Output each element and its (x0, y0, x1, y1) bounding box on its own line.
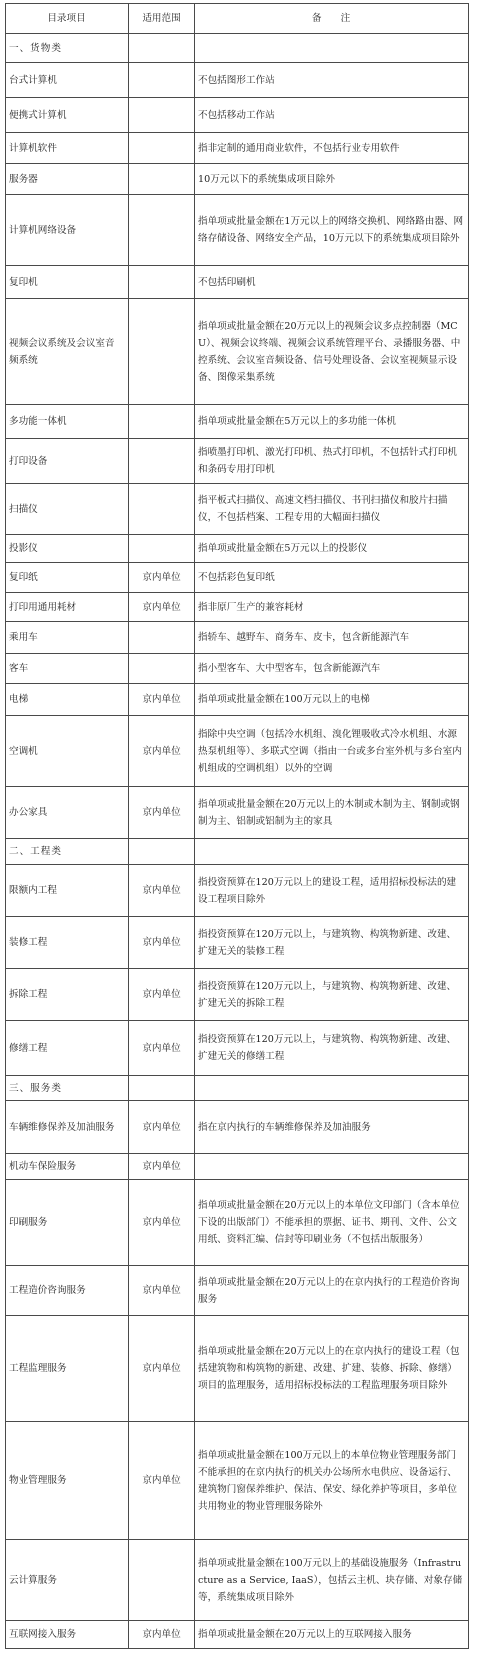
header-scope-column: 适用范围 (129, 4, 195, 34)
row-item-cell: 印刷服务 (6, 1180, 129, 1266)
row-note-cell: 指喷墨打印机、激光打印机、热式打印机，不包括针式打印机和条码专用打印机 (195, 439, 469, 484)
row-note-cell (195, 34, 469, 63)
row-item-cell: 多功能一体机 (6, 405, 129, 439)
row-item-cell: 打印用通用耗材 (6, 593, 129, 622)
table-row (6, 593, 469, 622)
table-row (6, 865, 469, 917)
row-item-cell: 三、服务类 (6, 1076, 129, 1101)
row-item-cell: 投影仪 (6, 535, 129, 563)
row-scope-cell: 京内单位 (129, 593, 195, 622)
row-item-cell: 电梯 (6, 684, 129, 716)
row-item-cell: 修缮工程 (6, 1021, 129, 1076)
header-item-column: 目录项目 (6, 4, 129, 34)
row-item-cell: 限额内工程 (6, 865, 129, 917)
row-item-cell: 扫描仪 (6, 484, 129, 535)
row-note-cell (195, 1076, 469, 1101)
row-note-cell: 指单项或批量金额在100万元以上的本单位物业管理服务部门不能承担的在京内执行的机关办公场所水电供应、设备运行、建筑物门窗保养维护、保洁、保安、绿化养护等项目，多单位共用物业的物业管理服务除外 (195, 1422, 469, 1540)
row-note-cell: 指单项或批量金额在100万元以上的电梯 (195, 684, 469, 716)
table-row (6, 98, 469, 133)
row-item-cell: 车辆维修保养及加油服务 (6, 1101, 129, 1154)
row-scope-cell: 京内单位 (129, 787, 195, 839)
row-note-cell: 指小型客车、大中型客车，包含新能源汽车 (195, 654, 469, 684)
row-scope-cell: 京内单位 (129, 969, 195, 1021)
row-item-cell: 客车 (6, 654, 129, 684)
row-note-cell: 指单项或批量金额在20万元以上的本单位文印部门（含本单位下设的出版部门）不能承担的票据、证书、期刊、文件、公文用纸、资料汇编、信封等印刷业务（不包括出版服务） (195, 1180, 469, 1266)
section-header-row (6, 839, 469, 865)
section-header-row (6, 34, 469, 63)
table-row (6, 1266, 469, 1316)
row-item-cell: 云计算服务 (6, 1540, 129, 1621)
row-item-cell: 装修工程 (6, 917, 129, 969)
row-scope-cell (129, 622, 195, 654)
table-row (6, 684, 469, 716)
row-scope-cell (129, 484, 195, 535)
row-note-cell: 不包括移动工作站 (195, 98, 469, 133)
row-scope-cell: 京内单位 (129, 917, 195, 969)
table-row (6, 405, 469, 439)
row-note-cell: 指单项或批量金额在5万元以上的投影仪 (195, 535, 469, 563)
row-scope-cell (129, 195, 195, 266)
row-note-cell: 指投资预算在120万元以上，与建筑物、构筑物新建、改建、扩建无关的修缮工程 (195, 1021, 469, 1076)
row-scope-cell: 京内单位 (129, 1266, 195, 1316)
table-row (6, 1422, 469, 1540)
row-scope-cell (129, 1076, 195, 1101)
row-note-cell: 指非原厂生产的兼容耗材 (195, 593, 469, 622)
row-note-cell: 指投资预算在120万元以上，与建筑物、构筑物新建、改建、扩建无关的装修工程 (195, 917, 469, 969)
table-row (6, 622, 469, 654)
row-note-cell (195, 1154, 469, 1180)
row-item-cell: 打印设备 (6, 439, 129, 484)
procurement-catalog-table (5, 3, 464, 1649)
row-scope-cell (129, 63, 195, 98)
row-scope-cell (129, 535, 195, 563)
row-item-cell: 办公家具 (6, 787, 129, 839)
row-scope-cell: 京内单位 (129, 1154, 195, 1180)
row-scope-cell: 京内单位 (129, 1621, 195, 1649)
row-scope-cell: 京内单位 (129, 865, 195, 917)
table-row (6, 969, 469, 1021)
row-scope-cell (129, 164, 195, 195)
row-item-cell: 机动车保险服务 (6, 1154, 129, 1180)
row-note-cell: 指单项或批量金额在20万元以上的互联网接入服务 (195, 1621, 469, 1649)
row-item-cell: 空调机 (6, 716, 129, 787)
row-scope-cell: 京内单位 (129, 1021, 195, 1076)
row-scope-cell: 京内单位 (129, 684, 195, 716)
row-scope-cell (129, 299, 195, 405)
table-row (6, 1021, 469, 1076)
row-note-cell: 指投资预算在120万元以上的建设工程，适用招标投标法的建设工程项目除外 (195, 865, 469, 917)
row-scope-cell (129, 133, 195, 164)
row-item-cell: 复印纸 (6, 563, 129, 593)
row-item-cell: 二、工程类 (6, 839, 129, 865)
table-row (6, 299, 469, 405)
row-item-cell: 乘用车 (6, 622, 129, 654)
table-row (6, 654, 469, 684)
row-scope-cell: 京内单位 (129, 563, 195, 593)
table-row (6, 917, 469, 969)
row-note-cell: 不包括彩色复印纸 (195, 563, 469, 593)
table-row (6, 535, 469, 563)
row-note-cell (195, 839, 469, 865)
header-note-column: 备 注 (195, 4, 469, 34)
table-row (6, 1540, 469, 1621)
row-scope-cell (129, 34, 195, 63)
row-scope-cell: 京内单位 (129, 1180, 195, 1266)
row-scope-cell (129, 839, 195, 865)
table-row (6, 1316, 469, 1422)
table-row (6, 133, 469, 164)
row-note-cell: 指轿车、越野车、商务车、皮卡，包含新能源汽车 (195, 622, 469, 654)
row-item-cell: 计算机软件 (6, 133, 129, 164)
table-row (6, 63, 469, 98)
row-note-cell: 10万元以下的系统集成项目除外 (195, 164, 469, 195)
row-note-cell: 不包括图形工作站 (195, 63, 469, 98)
row-note-cell: 指单项或批量金额在20万元以上的视频会议多点控制器（MCU）、视频会议终端、视频会议系统管理平台、录播服务器、中控系统、会议室音频设备、信号处理设备、会议室视频显示设备、图像采集系统 (195, 299, 469, 405)
row-item-cell: 一、货物类 (6, 34, 129, 63)
row-note-cell: 指投资预算在120万元以上，与建筑物、构筑物新建、改建、扩建无关的拆除工程 (195, 969, 469, 1021)
row-note-cell: 不包括印刷机 (195, 266, 469, 299)
row-note-cell: 指单项或批量金额在20万元以上的在京内执行的建设工程（包括建筑物和构筑物的新建、改建、扩建、装修、拆除、修缮）项目的监理服务，适用招标投标法的工程监理服务项目除外 (195, 1316, 469, 1422)
row-scope-cell: 京内单位 (129, 1422, 195, 1540)
row-scope-cell: 京内单位 (129, 1101, 195, 1154)
row-scope-cell (129, 1540, 195, 1621)
table-row (6, 266, 469, 299)
row-item-cell: 物业管理服务 (6, 1422, 129, 1540)
row-item-cell: 计算机网络设备 (6, 195, 129, 266)
row-note-cell: 指单项或批量金额在5万元以上的多功能一体机 (195, 405, 469, 439)
row-note-cell: 指非定制的通用商业软件，不包括行业专用软件 (195, 133, 469, 164)
row-item-cell: 服务器 (6, 164, 129, 195)
row-note-cell: 指单项或批量金额在1万元以上的网络交换机、网络路由器、网络存储设备、网络安全产品，10万元以下的系统集成项目除外 (195, 195, 469, 266)
row-item-cell: 拆除工程 (6, 969, 129, 1021)
row-note-cell: 指单项或批量金额在20万元以上的在京内执行的工程造价咨询服务 (195, 1266, 469, 1316)
row-item-cell: 互联网接入服务 (6, 1621, 129, 1649)
row-scope-cell (129, 405, 195, 439)
catalog-table (5, 3, 469, 1649)
row-note-cell: 指除中央空调（包括冷水机组、溴化锂吸收式冷水机组、水源热泵机组等）、多联式空调（指由一台或多台室外机与多台室内机组成的空调机组）以外的空调 (195, 716, 469, 787)
table-header (6, 4, 469, 34)
row-note-cell: 指在京内执行的车辆维修保养及加油服务 (195, 1101, 469, 1154)
row-note-cell: 指单项或批量金额在100万元以上的基础设施服务（Infrastructure as a Service, IaaS），包括云主机、块存储、对象存储等，系统集成项目除外 (195, 1540, 469, 1621)
table-row (6, 1621, 469, 1649)
table-row (6, 439, 469, 484)
table-row (6, 164, 469, 195)
row-scope-cell: 京内单位 (129, 716, 195, 787)
row-scope-cell (129, 439, 195, 484)
table-row (6, 195, 469, 266)
table-row (6, 716, 469, 787)
row-scope-cell: 京内单位 (129, 1316, 195, 1422)
row-item-cell: 台式计算机 (6, 63, 129, 98)
table-row (6, 1180, 469, 1266)
section-header-row (6, 1076, 469, 1101)
table-row (6, 1154, 469, 1180)
table-row (6, 484, 469, 535)
row-note-cell: 指平板式扫描仪、高速文档扫描仪、书刊扫描仪和胶片扫描仪，不包括档案、工程专用的大幅面扫描仪 (195, 484, 469, 535)
row-item-cell: 视频会议系统及会议室音频系统 (6, 299, 129, 405)
row-scope-cell (129, 266, 195, 299)
table-body (6, 34, 469, 1649)
row-item-cell: 复印机 (6, 266, 129, 299)
row-item-cell: 工程造价咨询服务 (6, 1266, 129, 1316)
table-row (6, 1101, 469, 1154)
row-item-cell: 工程监理服务 (6, 1316, 129, 1422)
row-item-cell: 便携式计算机 (6, 98, 129, 133)
row-scope-cell (129, 98, 195, 133)
row-scope-cell (129, 654, 195, 684)
header-row (6, 4, 469, 34)
table-row (6, 563, 469, 593)
table-row (6, 787, 469, 839)
row-note-cell: 指单项或批量金额在20万元以上的木制或木制为主、钢制或钢制为主、铝制或铝制为主的家具 (195, 787, 469, 839)
